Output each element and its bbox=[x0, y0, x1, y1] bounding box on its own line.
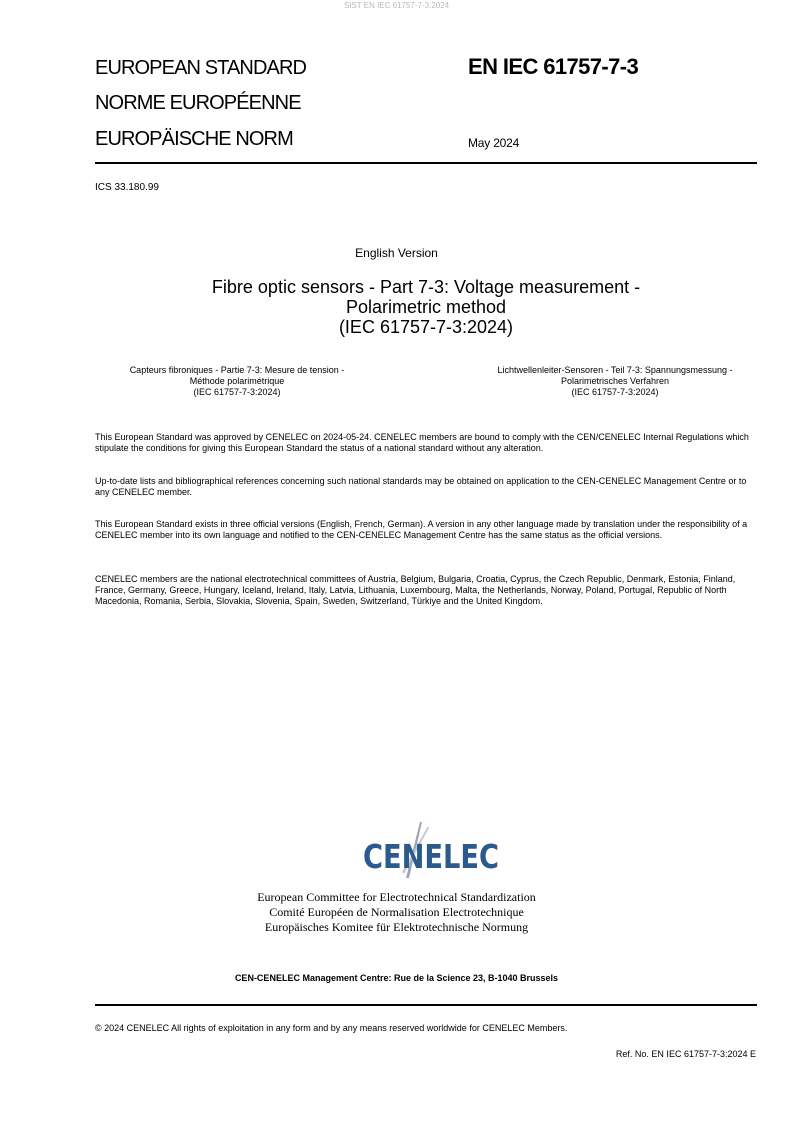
standard-number: EN IEC 61757-7-3 bbox=[468, 54, 639, 79]
title-german: EUROPÄISCHE NORM bbox=[95, 128, 293, 150]
title-line-2: Polarimetric method bbox=[345, 297, 507, 317]
publication-date: May 2024 bbox=[468, 136, 520, 150]
org-name-french: Comité Européen de Normalisation Electrotechnique bbox=[269, 905, 524, 919]
references-paragraph: Up-to-date lists and bibliographical references concerning such national standards may be obtained on application to the CEN-CENELEC Management Centre or to any CENELEC member. bbox=[95, 476, 747, 497]
reference-number: Ref. No. EN IEC 61757-7-3:2024 E bbox=[615, 1049, 756, 1059]
organization-names bbox=[0, 890, 793, 935]
french-title bbox=[87, 365, 387, 398]
document-title bbox=[95, 277, 757, 337]
cenelec-logo-icon bbox=[362, 822, 512, 878]
org-name-english: European Committee for Electrotechnical Standardization bbox=[257, 890, 536, 904]
german-title-line-3: (IEC 61757-7-3:2024) bbox=[571, 387, 659, 397]
watermark: SIST EN IEC 61757-7-3:2024 bbox=[343, 1, 450, 10]
copyright-notice: © 2024 CENELEC All rights of exploitation in any form and by any means reserved worldwide for CENELEC Members. bbox=[95, 1023, 568, 1033]
title-english: EUROPEAN STANDARD bbox=[95, 57, 307, 79]
title-french: NORME EUROPÉENNE bbox=[95, 92, 301, 114]
french-title-line-1: Capteurs fibroniques - Partie 7-3: Mesure de tension - bbox=[129, 365, 345, 375]
versions-paragraph: This European Standard exists in three official versions (English, French, German). A version in any other language made by translation under the responsibility of a CENELEC member into its own language and notified to the CEN-CENELEC Management Centre has the same status as the official versions. bbox=[95, 519, 748, 540]
version-label: English Version bbox=[355, 246, 438, 260]
approval-paragraph: This European Standard was approved by CENELEC on 2024-05-24. CENELEC members are bound to comply with the CEN/CENELEC Internal Regulations which stipulate the conditions for giving this European Standard the status of a national standard without any alteration. bbox=[95, 432, 749, 453]
ics-code: ICS 33.180.99 bbox=[95, 182, 159, 193]
footer-divider bbox=[95, 1004, 757, 1006]
french-title-line-2: Méthode polarimétrique bbox=[189, 376, 285, 386]
title-line-3: (IEC 61757-7-3:2024) bbox=[338, 317, 514, 337]
management-centre-address: CEN-CENELEC Management Centre: Rue de la Science 23, B-1040 Brussels bbox=[234, 973, 559, 983]
members-paragraph: CENELEC members are the national electrotechnical committees of Austria, Belgium, Bulgaria, Croatia, Cyprus, the Czech Republic, Denmark, Estonia, Finland, France, Germany, Greece, Hungary, Iceland, Ireland, Italy, Latvia, Lithuania, Luxembourg, Malta, the Netherlands, Norway, Poland, Portugal, Republic of North Macedonia, Romania, Serbia, Slovakia, Slovenia, Spain, Sweden, Switzerland, Türkiye and the United Kingdom. bbox=[95, 574, 736, 606]
title-line-1: Fibre optic sensors - Part 7-3: Voltage measurement - bbox=[211, 277, 641, 297]
french-title-line-3: (IEC 61757-7-3:2024) bbox=[193, 387, 281, 397]
header-divider bbox=[95, 162, 757, 164]
logo-text: CENELEC bbox=[363, 837, 499, 876]
org-name-german: Europäisches Komitee für Elektrotechnische Normung bbox=[264, 920, 529, 934]
german-title bbox=[465, 365, 765, 398]
german-title-line-2: Polarimetrisches Verfahren bbox=[560, 376, 670, 386]
german-title-line-1: Lichtwellenleiter-Sensoren - Teil 7-3: Spannungsmessung - bbox=[497, 365, 733, 375]
cenelec-logo bbox=[362, 822, 512, 878]
